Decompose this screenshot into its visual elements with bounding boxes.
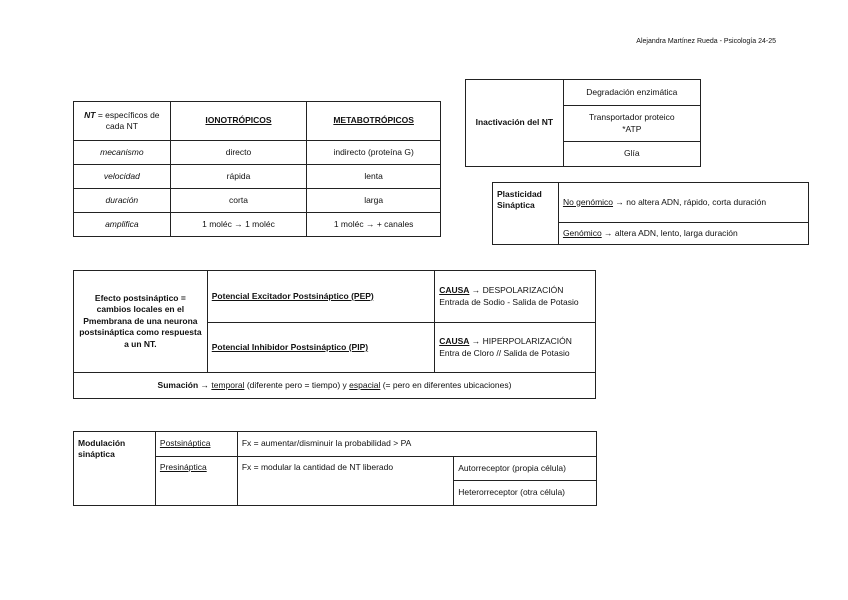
row-label-velocidad: velocidad bbox=[74, 165, 171, 189]
plasticity-table bbox=[492, 182, 809, 245]
metabotropic-header: METABOTRÓPICOS bbox=[307, 102, 441, 141]
genomic-desc: → altera ADN, lento, larga duración bbox=[601, 227, 738, 238]
meta-amplifica: 1 moléc → + canales bbox=[307, 213, 441, 237]
summation-arrow: → bbox=[198, 379, 212, 390]
non-genomic-term: No genómico bbox=[562, 196, 614, 207]
pip-label: Potencial Inhibidor Postsináptico (PIP) bbox=[207, 323, 434, 373]
iono-velocidad: rápida bbox=[170, 165, 307, 189]
pep-cause-term: CAUSA bbox=[439, 285, 470, 296]
summation-label: Sumación bbox=[157, 379, 199, 390]
row-label-duracion: duración bbox=[74, 189, 171, 213]
plasticity-label: Plasticidad Sináptica bbox=[493, 183, 559, 245]
pep-label: Potencial Excitador Postsináptico (PEP) bbox=[207, 271, 434, 323]
meta-mecanismo: indirecto (proteína G) bbox=[307, 141, 441, 165]
pip-cause-rest: → HIPERPOLARIZACIÓN bbox=[469, 336, 572, 347]
pep-cause-rest: → DESPOLARIZACIÓN bbox=[469, 285, 564, 296]
author-header: Alejandra Martínez Rueda - Psicología 24-25 bbox=[636, 38, 776, 45]
effect-label-text: Efecto postsináptico = cambios locales en el Pmembrana de una neurona postsináptica como respuesta a un NT. bbox=[79, 292, 202, 349]
presynaptic-mod-label: Presináptica bbox=[155, 457, 237, 506]
nt-corner-bold: NT bbox=[84, 109, 96, 120]
plasticity-genomic bbox=[558, 223, 808, 245]
modulation-label: Modulación sináptica bbox=[74, 432, 156, 506]
summation-temporal: temporal bbox=[211, 379, 245, 390]
pep-cause-cell bbox=[435, 271, 596, 323]
atp-note: *ATP bbox=[622, 123, 642, 134]
summation-espacial-desc: (= pero en diferentes ubicaciones) bbox=[380, 379, 512, 390]
iono-duracion: corta bbox=[170, 189, 307, 213]
ionotropic-header: IONOTRÓPICOS bbox=[170, 102, 307, 141]
postsynaptic-table bbox=[73, 270, 596, 399]
transporter-label: Transportador proteico bbox=[588, 112, 675, 123]
inactivation-table bbox=[465, 79, 701, 167]
postsynaptic-effect-label bbox=[74, 271, 208, 373]
summation-espacial: espacial bbox=[349, 379, 381, 390]
heteroreceptor-cell: Heterorreceptor (otra célula) bbox=[454, 481, 597, 506]
pep-detail: Entrada de Sodio - Salida de Potasio bbox=[439, 296, 579, 307]
non-genomic-desc: → no altera ADN, rápido, corta duración bbox=[613, 196, 767, 207]
meta-velocidad: lenta bbox=[307, 165, 441, 189]
row-label-amplifica: amplifica bbox=[74, 213, 171, 237]
iono-mecanismo: directo bbox=[170, 141, 307, 165]
nt-corner-rest: = específicos de cada NT bbox=[95, 109, 160, 131]
autoreceptor-cell: Autorreceptor (propia célula) bbox=[454, 457, 597, 481]
modulation-table bbox=[73, 431, 597, 506]
inactivation-item-enzymatic: Degradación enzimática bbox=[563, 80, 700, 106]
summation-row bbox=[74, 373, 596, 399]
inactivation-item-transporter bbox=[563, 106, 700, 142]
meta-duracion: larga bbox=[307, 189, 441, 213]
nt-receptor-table bbox=[73, 101, 441, 237]
summation-temporal-desc: (diferente pero = tiempo) y bbox=[244, 379, 350, 390]
pip-detail: Entra de Cloro // Salida de Potasio bbox=[439, 347, 570, 358]
postsynaptic-mod-label: Postsináptica bbox=[155, 432, 237, 457]
genomic-term: Genómico bbox=[562, 227, 602, 238]
iono-amplifica: 1 moléc → 1 moléc bbox=[170, 213, 307, 237]
pip-cause-cell bbox=[435, 323, 596, 373]
nt-corner-cell bbox=[74, 102, 171, 141]
pip-cause-term: CAUSA bbox=[439, 336, 470, 347]
inactivation-item-glia: Glía bbox=[563, 142, 700, 167]
row-label-mecanismo: mecanismo bbox=[74, 141, 171, 165]
inactivation-label: Inactivación del NT bbox=[466, 80, 564, 167]
postsynaptic-mod-desc: Fx = aumentar/disminuir la probabilidad > PA bbox=[237, 432, 596, 457]
presynaptic-mod-desc: Fx = modular la cantidad de NT liberado bbox=[237, 457, 453, 506]
plasticity-non-genomic bbox=[558, 183, 808, 223]
